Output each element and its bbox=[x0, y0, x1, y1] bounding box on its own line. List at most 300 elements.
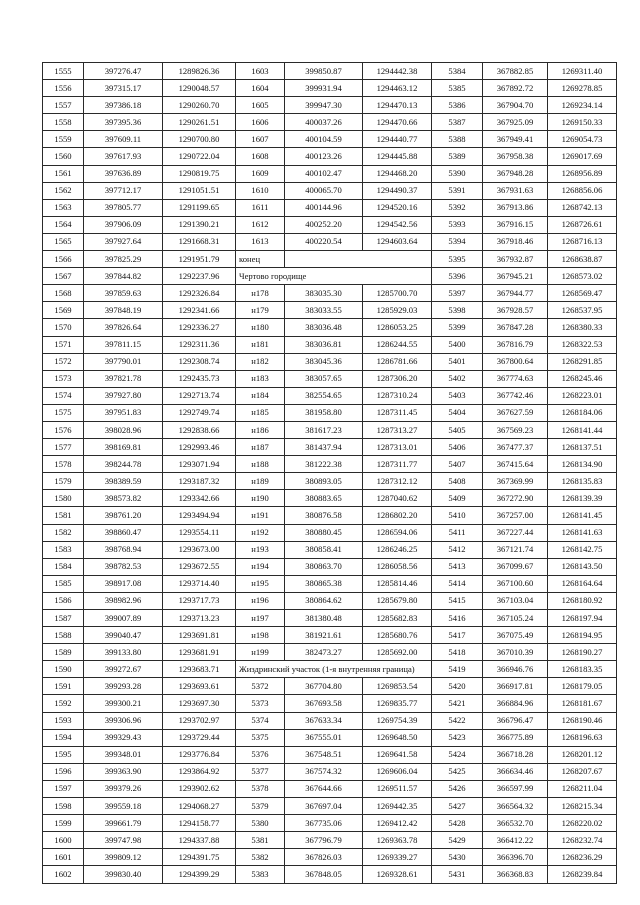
coord-y: 1268183.35 bbox=[548, 661, 617, 678]
coord-x: 397386.18 bbox=[84, 97, 163, 114]
coord-y: 1293717.73 bbox=[163, 592, 236, 609]
coord-x: 400123.26 bbox=[285, 148, 363, 165]
point-number: 1603 bbox=[236, 63, 285, 80]
coord-y: 1268179.05 bbox=[548, 678, 617, 695]
coord-x: 367075.49 bbox=[483, 627, 548, 644]
point-number: 1576 bbox=[43, 421, 84, 438]
coord-y: 1286246.25 bbox=[363, 541, 432, 558]
coord-x: 367925.09 bbox=[483, 114, 548, 131]
coord-y: 1293902.62 bbox=[163, 780, 236, 797]
coord-x: 367415.64 bbox=[483, 456, 548, 473]
point-number: н198 bbox=[236, 627, 285, 644]
coord-y: 1269511.57 bbox=[363, 780, 432, 797]
coord-x: 367904.70 bbox=[483, 97, 548, 114]
coord-y: 1294399.29 bbox=[163, 866, 236, 883]
point-number: 1596 bbox=[43, 763, 84, 780]
coord-x: 400252.20 bbox=[285, 216, 363, 233]
coord-y: 1293776.84 bbox=[163, 746, 236, 763]
table-row bbox=[43, 832, 617, 849]
point-number: 5423 bbox=[432, 729, 483, 746]
coord-y: 1268190.46 bbox=[548, 712, 617, 729]
coord-x: 397825.29 bbox=[84, 251, 163, 268]
coord-x: 367477.37 bbox=[483, 439, 548, 456]
point-number: 1582 bbox=[43, 524, 84, 541]
coord-y: 1269363.78 bbox=[363, 832, 432, 849]
point-number: 1589 bbox=[43, 644, 84, 661]
point-number: 1569 bbox=[43, 302, 84, 319]
point-number: 5377 bbox=[236, 763, 285, 780]
coord-y: 1294490.37 bbox=[363, 182, 432, 199]
coord-x: 367944.77 bbox=[483, 285, 548, 302]
coord-y: 1293697.30 bbox=[163, 695, 236, 712]
point-number: 5427 bbox=[432, 798, 483, 815]
coord-y: 1294391.75 bbox=[163, 849, 236, 866]
table-row bbox=[43, 370, 617, 387]
coord-x: 399809.12 bbox=[84, 849, 163, 866]
coord-x: 397811.15 bbox=[84, 336, 163, 353]
point-number: 5386 bbox=[432, 97, 483, 114]
coord-y: 1294337.88 bbox=[163, 832, 236, 849]
coord-x: 399363.90 bbox=[84, 763, 163, 780]
point-number: н196 bbox=[236, 592, 285, 609]
point-number: 1613 bbox=[236, 233, 285, 250]
point-number: 5397 bbox=[432, 285, 483, 302]
coord-y: 1268141.44 bbox=[548, 421, 617, 438]
coord-x: 367272.90 bbox=[483, 490, 548, 507]
coord-y: 1268220.02 bbox=[548, 815, 617, 832]
point-number: 1564 bbox=[43, 216, 84, 233]
coord-x: 367735.06 bbox=[285, 815, 363, 832]
coord-y: 1287310.24 bbox=[363, 387, 432, 404]
point-number: 5414 bbox=[432, 575, 483, 592]
point-number: 5420 bbox=[432, 678, 483, 695]
point-number: 5426 bbox=[432, 780, 483, 797]
point-number: 5422 bbox=[432, 712, 483, 729]
coord-x: 398982.96 bbox=[84, 592, 163, 609]
point-number: 5404 bbox=[432, 404, 483, 421]
coord-x: 366884.96 bbox=[483, 695, 548, 712]
coord-x: 397712.17 bbox=[84, 182, 163, 199]
coord-y: 1293681.91 bbox=[163, 644, 236, 661]
coord-y: 1268726.61 bbox=[548, 216, 617, 233]
coord-x: 367010.39 bbox=[483, 644, 548, 661]
point-number: 5387 bbox=[432, 114, 483, 131]
coord-y: 1268537.95 bbox=[548, 302, 617, 319]
coord-x: 399306.96 bbox=[84, 712, 163, 729]
coord-y: 1269754.39 bbox=[363, 712, 432, 729]
coord-x: 381617.23 bbox=[285, 421, 363, 438]
coord-x: 367882.85 bbox=[483, 63, 548, 80]
point-number: 5384 bbox=[432, 63, 483, 80]
coordinates-table bbox=[42, 62, 617, 884]
coord-x: 367826.03 bbox=[285, 849, 363, 866]
table-row bbox=[43, 490, 617, 507]
coord-y: 1286058.56 bbox=[363, 558, 432, 575]
coord-x: 367257.00 bbox=[483, 507, 548, 524]
coord-x: 367948.28 bbox=[483, 165, 548, 182]
point-number: 5395 bbox=[432, 251, 483, 268]
coord-y: 1291199.65 bbox=[163, 199, 236, 216]
table-row bbox=[43, 661, 617, 678]
table-row bbox=[43, 421, 617, 438]
coord-x: 399040.47 bbox=[84, 627, 163, 644]
point-number: 1607 bbox=[236, 131, 285, 148]
coord-y: 1292838.66 bbox=[163, 421, 236, 438]
point-number: 5400 bbox=[432, 336, 483, 353]
coord-y: 1287311.77 bbox=[363, 456, 432, 473]
point-number: 1601 bbox=[43, 849, 84, 866]
coord-x: 398761.20 bbox=[84, 507, 163, 524]
coord-x: 398244.78 bbox=[84, 456, 163, 473]
coord-y: 1293342.66 bbox=[163, 490, 236, 507]
point-number: н182 bbox=[236, 353, 285, 370]
point-number: 5382 bbox=[236, 849, 285, 866]
table-row bbox=[43, 473, 617, 490]
coord-x: 381921.61 bbox=[285, 627, 363, 644]
coord-y: 1294463.12 bbox=[363, 80, 432, 97]
coord-x: 380880.45 bbox=[285, 524, 363, 541]
coord-x: 367369.99 bbox=[483, 473, 548, 490]
point-number: 5412 bbox=[432, 541, 483, 558]
coord-x: 397636.89 bbox=[84, 165, 163, 182]
coord-y: 1268207.67 bbox=[548, 763, 617, 780]
point-number: н197 bbox=[236, 610, 285, 627]
coord-y: 1292311.36 bbox=[163, 336, 236, 353]
coord-x: 397906.09 bbox=[84, 216, 163, 233]
end-marker: конец bbox=[236, 251, 285, 268]
coord-y: 1269150.33 bbox=[548, 114, 617, 131]
point-number: 1579 bbox=[43, 473, 84, 490]
coord-x: 399830.40 bbox=[84, 866, 163, 883]
coord-x: 366532.70 bbox=[483, 815, 548, 832]
coordinates-table-body bbox=[43, 63, 617, 884]
point-number: 1575 bbox=[43, 404, 84, 421]
point-number: 1597 bbox=[43, 780, 84, 797]
section-title-chertovo: Чертово городище bbox=[236, 268, 432, 285]
point-number: 5413 bbox=[432, 558, 483, 575]
point-number: 1587 bbox=[43, 610, 84, 627]
coord-y: 1268134.90 bbox=[548, 456, 617, 473]
coord-y: 1293673.00 bbox=[163, 541, 236, 558]
point-number: 1570 bbox=[43, 319, 84, 336]
table-row bbox=[43, 319, 617, 336]
coord-x: 367848.05 bbox=[285, 866, 363, 883]
point-number: 5392 bbox=[432, 199, 483, 216]
coord-x: 399379.26 bbox=[84, 780, 163, 797]
point-number: 5428 bbox=[432, 815, 483, 832]
coord-x: 398389.59 bbox=[84, 473, 163, 490]
coord-y: 1290048.57 bbox=[163, 80, 236, 97]
coord-y: 1268135.83 bbox=[548, 473, 617, 490]
coord-x: 366412.22 bbox=[483, 832, 548, 849]
table-row bbox=[43, 131, 617, 148]
coord-y: 1292336.27 bbox=[163, 319, 236, 336]
table-row bbox=[43, 815, 617, 832]
coord-y: 1268291.85 bbox=[548, 353, 617, 370]
coord-y: 1290819.75 bbox=[163, 165, 236, 182]
point-number: н194 bbox=[236, 558, 285, 575]
coord-y: 1293864.92 bbox=[163, 763, 236, 780]
coord-x: 366634.46 bbox=[483, 763, 548, 780]
coord-x: 383036.48 bbox=[285, 319, 363, 336]
coord-y: 1294442.38 bbox=[363, 63, 432, 80]
coord-y: 1294068.27 bbox=[163, 798, 236, 815]
coord-x: 367918.46 bbox=[483, 233, 548, 250]
coord-y: 1293494.94 bbox=[163, 507, 236, 524]
point-number: 5373 bbox=[236, 695, 285, 712]
coord-y: 1293554.11 bbox=[163, 524, 236, 541]
coord-y: 1285680.76 bbox=[363, 627, 432, 644]
coord-x: 367958.38 bbox=[483, 148, 548, 165]
point-number: 1581 bbox=[43, 507, 84, 524]
coord-x: 398768.94 bbox=[84, 541, 163, 558]
table-row bbox=[43, 644, 617, 661]
point-number: 1568 bbox=[43, 285, 84, 302]
point-number: 1565 bbox=[43, 233, 84, 250]
coord-y: 1268856.06 bbox=[548, 182, 617, 199]
coord-y: 1285679.80 bbox=[363, 592, 432, 609]
coord-x: 367099.67 bbox=[483, 558, 548, 575]
coord-y: 1268141.63 bbox=[548, 524, 617, 541]
coord-y: 1268137.51 bbox=[548, 439, 617, 456]
table-row bbox=[43, 507, 617, 524]
coord-y: 1293187.32 bbox=[163, 473, 236, 490]
coord-x: 367816.79 bbox=[483, 336, 548, 353]
coord-y: 1268236.29 bbox=[548, 849, 617, 866]
coord-y: 1292435.73 bbox=[163, 370, 236, 387]
coord-x: 367847.28 bbox=[483, 319, 548, 336]
table-row bbox=[43, 780, 617, 797]
coord-x: 398028.96 bbox=[84, 421, 163, 438]
coord-x: 397821.78 bbox=[84, 370, 163, 387]
point-number: 1567 bbox=[43, 268, 84, 285]
point-number: 1598 bbox=[43, 798, 84, 815]
point-number: 5403 bbox=[432, 387, 483, 404]
point-number: 1594 bbox=[43, 729, 84, 746]
point-number: 1585 bbox=[43, 575, 84, 592]
coord-y: 1268201.12 bbox=[548, 746, 617, 763]
point-number: 1586 bbox=[43, 592, 84, 609]
point-number: 1556 bbox=[43, 80, 84, 97]
coord-y: 1290722.04 bbox=[163, 148, 236, 165]
point-number: 5393 bbox=[432, 216, 483, 233]
coord-x: 367928.57 bbox=[483, 302, 548, 319]
coordinates-page bbox=[42, 62, 616, 884]
point-number: 5381 bbox=[236, 832, 285, 849]
coord-y: 1294542.56 bbox=[363, 216, 432, 233]
coord-y: 1268956.89 bbox=[548, 165, 617, 182]
coord-x: 366796.47 bbox=[483, 712, 548, 729]
coord-x: 367932.87 bbox=[483, 251, 548, 268]
table-row bbox=[43, 285, 617, 302]
point-number: 5429 bbox=[432, 832, 483, 849]
coord-y: 1285700.70 bbox=[363, 285, 432, 302]
point-number: 5383 bbox=[236, 866, 285, 883]
table-row bbox=[43, 165, 617, 182]
point-number: 5388 bbox=[432, 131, 483, 148]
coord-x: 382554.65 bbox=[285, 387, 363, 404]
coord-y: 1294158.77 bbox=[163, 815, 236, 832]
coord-y: 1292341.66 bbox=[163, 302, 236, 319]
coord-y: 1268196.63 bbox=[548, 729, 617, 746]
coord-x: 367892.72 bbox=[483, 80, 548, 97]
coord-x: 383035.30 bbox=[285, 285, 363, 302]
coord-y: 1268239.84 bbox=[548, 866, 617, 883]
table-row bbox=[43, 456, 617, 473]
point-number: н186 bbox=[236, 421, 285, 438]
coord-y: 1269641.58 bbox=[363, 746, 432, 763]
coord-y: 1291951.79 bbox=[163, 251, 236, 268]
point-number: н185 bbox=[236, 404, 285, 421]
coord-y: 1294470.66 bbox=[363, 114, 432, 131]
point-number: 1592 bbox=[43, 695, 84, 712]
coord-y: 1293693.61 bbox=[163, 678, 236, 695]
point-number: 5405 bbox=[432, 421, 483, 438]
coord-x: 367796.79 bbox=[285, 832, 363, 849]
point-number: 1577 bbox=[43, 439, 84, 456]
table-row bbox=[43, 712, 617, 729]
coord-y: 1293683.71 bbox=[163, 661, 236, 678]
coord-x: 367555.01 bbox=[285, 729, 363, 746]
point-number: 5424 bbox=[432, 746, 483, 763]
coord-x: 400220.54 bbox=[285, 233, 363, 250]
point-number: 5399 bbox=[432, 319, 483, 336]
coord-y: 1268141.45 bbox=[548, 507, 617, 524]
coord-x: 399300.21 bbox=[84, 695, 163, 712]
point-number: 1560 bbox=[43, 148, 84, 165]
coord-y: 1286594.06 bbox=[363, 524, 432, 541]
point-number: 1574 bbox=[43, 387, 84, 404]
coord-x: 399661.79 bbox=[84, 815, 163, 832]
point-number: н179 bbox=[236, 302, 285, 319]
point-number: н192 bbox=[236, 524, 285, 541]
table-row bbox=[43, 524, 617, 541]
table-row bbox=[43, 216, 617, 233]
point-number: 1593 bbox=[43, 712, 84, 729]
coord-y: 1269648.50 bbox=[363, 729, 432, 746]
table-row bbox=[43, 404, 617, 421]
coord-y: 1294468.20 bbox=[363, 165, 432, 182]
coord-y: 1293729.44 bbox=[163, 729, 236, 746]
table-row bbox=[43, 849, 617, 866]
coord-x: 366775.89 bbox=[483, 729, 548, 746]
coord-y: 1269835.77 bbox=[363, 695, 432, 712]
coord-y: 1268322.53 bbox=[548, 336, 617, 353]
coord-y: 1269278.85 bbox=[548, 80, 617, 97]
coord-y: 1268215.34 bbox=[548, 798, 617, 815]
coord-y: 1294470.13 bbox=[363, 97, 432, 114]
coord-x: 380858.41 bbox=[285, 541, 363, 558]
coord-x: 380865.38 bbox=[285, 575, 363, 592]
table-row bbox=[43, 627, 617, 644]
coord-x: 397844.82 bbox=[84, 268, 163, 285]
point-number: 1604 bbox=[236, 80, 285, 97]
point-number: 5378 bbox=[236, 780, 285, 797]
coord-x: 367916.15 bbox=[483, 216, 548, 233]
point-number: н184 bbox=[236, 387, 285, 404]
table-row bbox=[43, 148, 617, 165]
point-number: н187 bbox=[236, 439, 285, 456]
coord-y: 1292326.84 bbox=[163, 285, 236, 302]
coord-y: 1294445.88 bbox=[363, 148, 432, 165]
point-number: н180 bbox=[236, 319, 285, 336]
point-number: 5394 bbox=[432, 233, 483, 250]
coord-x: 398169.81 bbox=[84, 439, 163, 456]
point-number: 1612 bbox=[236, 216, 285, 233]
point-number: 5425 bbox=[432, 763, 483, 780]
coord-y: 1268742.13 bbox=[548, 199, 617, 216]
coord-x: 367633.34 bbox=[285, 712, 363, 729]
point-number: 5421 bbox=[432, 695, 483, 712]
coord-x: 366396.70 bbox=[483, 849, 548, 866]
coord-x: 367913.86 bbox=[483, 199, 548, 216]
coord-x: 381958.80 bbox=[285, 404, 363, 421]
coord-x: 367569.23 bbox=[483, 421, 548, 438]
coord-y: 1292993.46 bbox=[163, 439, 236, 456]
coord-x: 380893.05 bbox=[285, 473, 363, 490]
coord-y: 1268232.74 bbox=[548, 832, 617, 849]
coord-x: 383033.55 bbox=[285, 302, 363, 319]
point-number: 1557 bbox=[43, 97, 84, 114]
point-number: 5379 bbox=[236, 798, 285, 815]
point-number: 5419 bbox=[432, 661, 483, 678]
point-number: н199 bbox=[236, 644, 285, 661]
coord-y: 1269311.40 bbox=[548, 63, 617, 80]
point-number: 1611 bbox=[236, 199, 285, 216]
coord-x: 383057.65 bbox=[285, 370, 363, 387]
coord-y: 1269606.04 bbox=[363, 763, 432, 780]
coord-y: 1269442.35 bbox=[363, 798, 432, 815]
coord-x: 367945.21 bbox=[483, 268, 548, 285]
coord-x: 366564.32 bbox=[483, 798, 548, 815]
coord-y: 1294440.77 bbox=[363, 131, 432, 148]
coord-y: 1269853.54 bbox=[363, 678, 432, 695]
point-number: 5375 bbox=[236, 729, 285, 746]
coord-y: 1269328.61 bbox=[363, 866, 432, 883]
point-number: 5401 bbox=[432, 353, 483, 370]
point-number: 1602 bbox=[43, 866, 84, 883]
point-number: 1584 bbox=[43, 558, 84, 575]
coord-y: 1268638.87 bbox=[548, 251, 617, 268]
point-number: н189 bbox=[236, 473, 285, 490]
coord-x: 383036.81 bbox=[285, 336, 363, 353]
coord-x: 399133.80 bbox=[84, 644, 163, 661]
coord-y: 1285929.03 bbox=[363, 302, 432, 319]
table-row bbox=[43, 387, 617, 404]
coord-y: 1293702.97 bbox=[163, 712, 236, 729]
coord-y: 1287306.20 bbox=[363, 370, 432, 387]
point-number: н195 bbox=[236, 575, 285, 592]
coord-y: 1291390.21 bbox=[163, 216, 236, 233]
coord-y: 1268380.33 bbox=[548, 319, 617, 336]
table-row bbox=[43, 199, 617, 216]
coord-y: 1268180.92 bbox=[548, 592, 617, 609]
coord-y: 1293713.23 bbox=[163, 610, 236, 627]
point-number: 1591 bbox=[43, 678, 84, 695]
point-number: 1599 bbox=[43, 815, 84, 832]
point-number: н183 bbox=[236, 370, 285, 387]
coord-y: 1269412.42 bbox=[363, 815, 432, 832]
section-title-zhizdra: Жиздринский участок (1-я внутренняя граница) bbox=[236, 661, 432, 678]
point-number: 1609 bbox=[236, 165, 285, 182]
coord-y: 1291668.31 bbox=[163, 233, 236, 250]
table-row bbox=[43, 251, 617, 268]
coord-y: 1286781.66 bbox=[363, 353, 432, 370]
point-number: 1573 bbox=[43, 370, 84, 387]
point-number: 1572 bbox=[43, 353, 84, 370]
table-row bbox=[43, 97, 617, 114]
coord-y: 1268164.64 bbox=[548, 575, 617, 592]
